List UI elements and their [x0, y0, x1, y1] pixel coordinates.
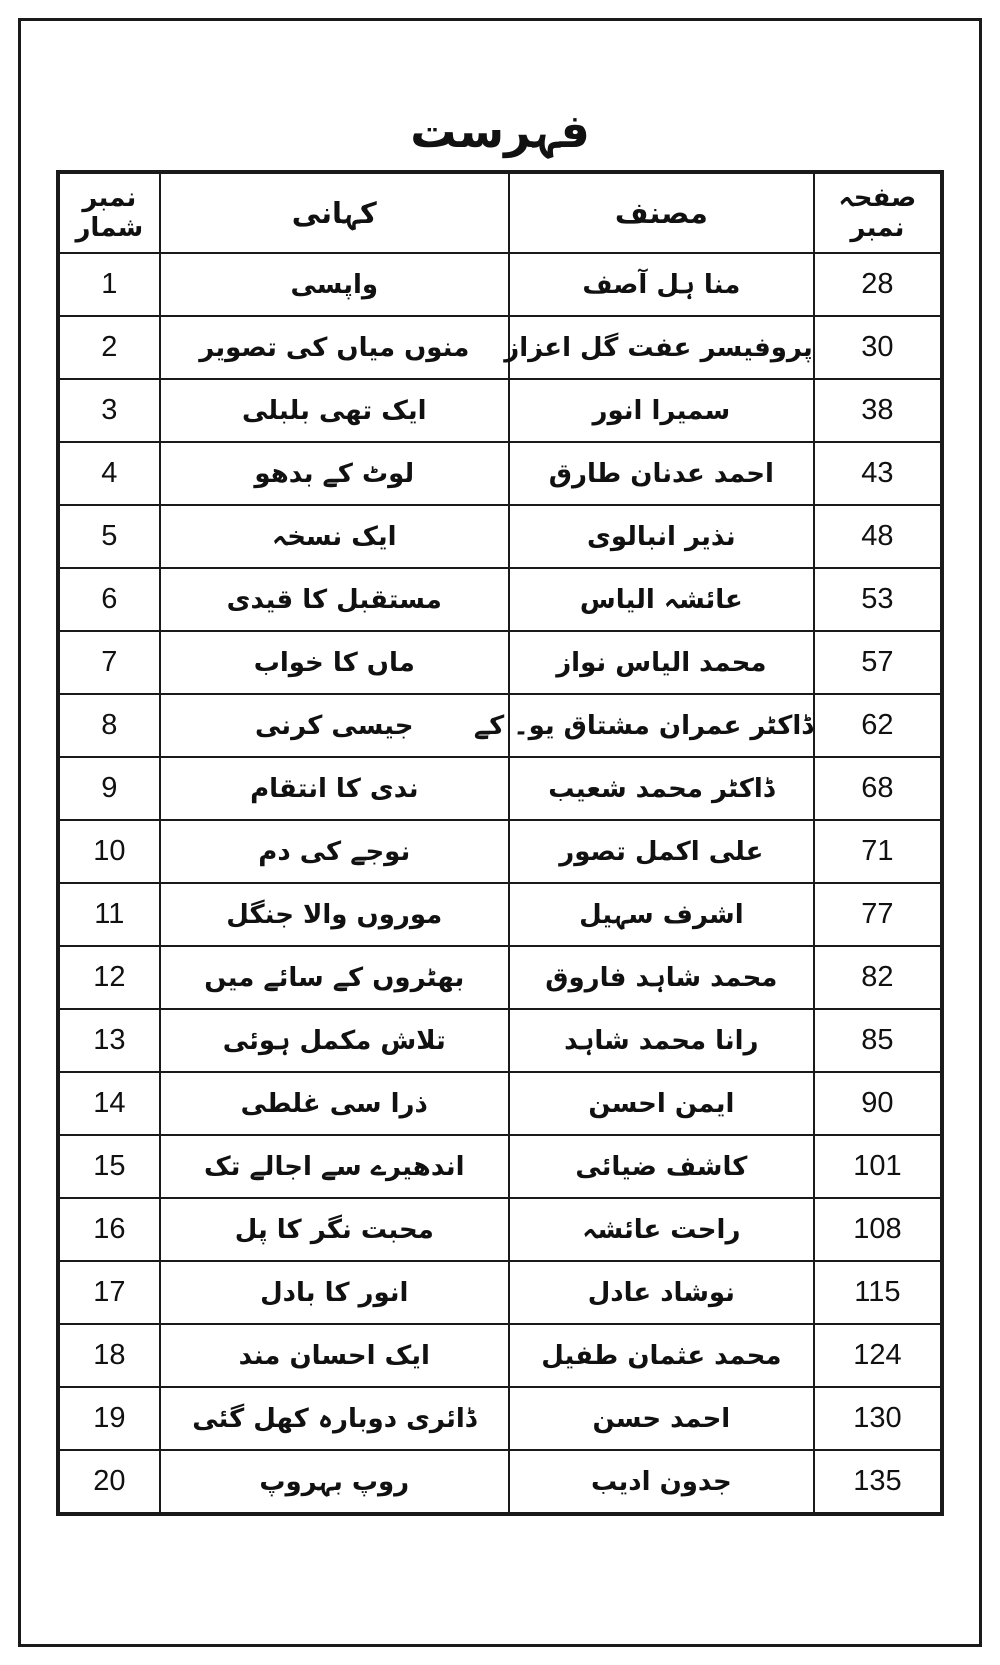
page-title: فہرست	[410, 104, 590, 158]
cell-story: ایک احسان مند	[160, 1324, 509, 1387]
page-content	[30, 30, 970, 1635]
column-header-number: نمبر شمار	[58, 172, 160, 253]
table-row	[58, 694, 942, 757]
cell-story: واپسی	[160, 253, 509, 316]
table-row	[58, 379, 942, 442]
cell-author: رانا محمد شاہد	[509, 1009, 814, 1072]
table-row	[58, 253, 942, 316]
cell-story: لوٹ کے بدھو	[160, 442, 509, 505]
cell-number: 16	[58, 1198, 160, 1261]
cell-author: راحت عائشہ	[509, 1198, 814, 1261]
cell-author: ایمن احسن	[509, 1072, 814, 1135]
table-row	[58, 1261, 942, 1324]
cell-story: تلاش مکمل ہوئی	[160, 1009, 509, 1072]
toc-table-body	[58, 253, 942, 1514]
cell-author: احمد حسن	[509, 1387, 814, 1450]
cell-page: 135	[814, 1450, 942, 1514]
cell-page: 101	[814, 1135, 942, 1198]
cell-number: 3	[58, 379, 160, 442]
cell-number: 9	[58, 757, 160, 820]
cell-story: ایک نسخہ	[160, 505, 509, 568]
table-row	[58, 442, 942, 505]
table-row	[58, 883, 942, 946]
cell-story: منوں میاں کی تصویر	[160, 316, 509, 379]
cell-page: 68	[814, 757, 942, 820]
cell-number: 18	[58, 1324, 160, 1387]
cell-story: ماں کا خواب	[160, 631, 509, 694]
table-row	[58, 820, 942, 883]
table-row	[58, 1198, 942, 1261]
cell-author: جدون ادیب	[509, 1450, 814, 1514]
cell-author: سمیرا انور	[509, 379, 814, 442]
cell-author: محمد شاہد فاروق	[509, 946, 814, 1009]
cell-number: 11	[58, 883, 160, 946]
cell-story: جیسی کرنی	[160, 694, 509, 757]
table-row	[58, 1072, 942, 1135]
cell-number: 14	[58, 1072, 160, 1135]
cell-author: منا ہل آصف	[509, 253, 814, 316]
cell-author: ڈاکٹر عمران مشتاق یو۔ کے	[509, 694, 814, 757]
table-row	[58, 757, 942, 820]
cell-author: اشرف سہیل	[509, 883, 814, 946]
cell-page: 62	[814, 694, 942, 757]
cell-page: 43	[814, 442, 942, 505]
cell-page: 130	[814, 1387, 942, 1450]
column-header-story: کہانی	[160, 172, 509, 253]
cell-page: 71	[814, 820, 942, 883]
cell-story: ذرا سی غلطی	[160, 1072, 509, 1135]
cell-number: 19	[58, 1387, 160, 1450]
cell-page: 38	[814, 379, 942, 442]
cell-page: 30	[814, 316, 942, 379]
cell-story: محبت نگر کا پل	[160, 1198, 509, 1261]
cell-story: بھٹروں کے سائے میں	[160, 946, 509, 1009]
cell-number: 20	[58, 1450, 160, 1514]
cell-story: موروں والا جنگل	[160, 883, 509, 946]
table-row	[58, 568, 942, 631]
cell-page: 53	[814, 568, 942, 631]
cell-story: ندی کا انتقام	[160, 757, 509, 820]
cell-author: نوشاد عادل	[509, 1261, 814, 1324]
cell-number: 4	[58, 442, 160, 505]
column-header-page: صفحہ نمبر	[814, 172, 942, 253]
table-row	[58, 631, 942, 694]
cell-page: 28	[814, 253, 942, 316]
cell-author: کاشف ضیائی	[509, 1135, 814, 1198]
cell-number: 15	[58, 1135, 160, 1198]
table-row	[58, 505, 942, 568]
cell-author: محمد عثمان طفیل	[509, 1324, 814, 1387]
cell-story: ایک تھی بلبلی	[160, 379, 509, 442]
cell-story: مستقبل کا قیدی	[160, 568, 509, 631]
cell-number: 7	[58, 631, 160, 694]
table-header-row	[58, 172, 942, 253]
cell-author: علی اکمل تصور	[509, 820, 814, 883]
cell-number: 13	[58, 1009, 160, 1072]
table-row	[58, 1324, 942, 1387]
cell-author: محمد الیاس نواز	[509, 631, 814, 694]
cell-number: 2	[58, 316, 160, 379]
cell-page: 115	[814, 1261, 942, 1324]
cell-story: ڈائری دوبارہ کھل گئی	[160, 1387, 509, 1450]
cell-page: 48	[814, 505, 942, 568]
cell-number: 8	[58, 694, 160, 757]
cell-page: 90	[814, 1072, 942, 1135]
cell-number: 5	[58, 505, 160, 568]
column-header-author: مصنف	[509, 172, 814, 253]
cell-story: انور کا بادل	[160, 1261, 509, 1324]
cell-story: اندھیرے سے اجالے تک	[160, 1135, 509, 1198]
cell-number: 10	[58, 820, 160, 883]
cell-page: 77	[814, 883, 942, 946]
table-row	[58, 1135, 942, 1198]
toc-table-head	[58, 172, 942, 253]
cell-author: ڈاکٹر محمد شعیب	[509, 757, 814, 820]
cell-author: نذیر انبالوی	[509, 505, 814, 568]
table-row	[58, 1009, 942, 1072]
cell-page: 85	[814, 1009, 942, 1072]
cell-author: احمد عدنان طارق	[509, 442, 814, 505]
cell-page: 124	[814, 1324, 942, 1387]
cell-page: 82	[814, 946, 942, 1009]
cell-number: 17	[58, 1261, 160, 1324]
cell-number: 6	[58, 568, 160, 631]
table-row	[58, 1387, 942, 1450]
cell-author: عائشہ الیاس	[509, 568, 814, 631]
cell-number: 12	[58, 946, 160, 1009]
table-row	[58, 316, 942, 379]
cell-page: 57	[814, 631, 942, 694]
table-row	[58, 1450, 942, 1514]
cell-number: 1	[58, 253, 160, 316]
cell-author: پروفیسر عفت گل اعزاز	[509, 316, 814, 379]
table-row	[58, 946, 942, 1009]
cell-story: روپ بہروپ	[160, 1450, 509, 1514]
toc-table	[56, 170, 944, 1516]
cell-story: نوجے کی دم	[160, 820, 509, 883]
table-of-contents	[56, 170, 944, 1516]
cell-page: 108	[814, 1198, 942, 1261]
